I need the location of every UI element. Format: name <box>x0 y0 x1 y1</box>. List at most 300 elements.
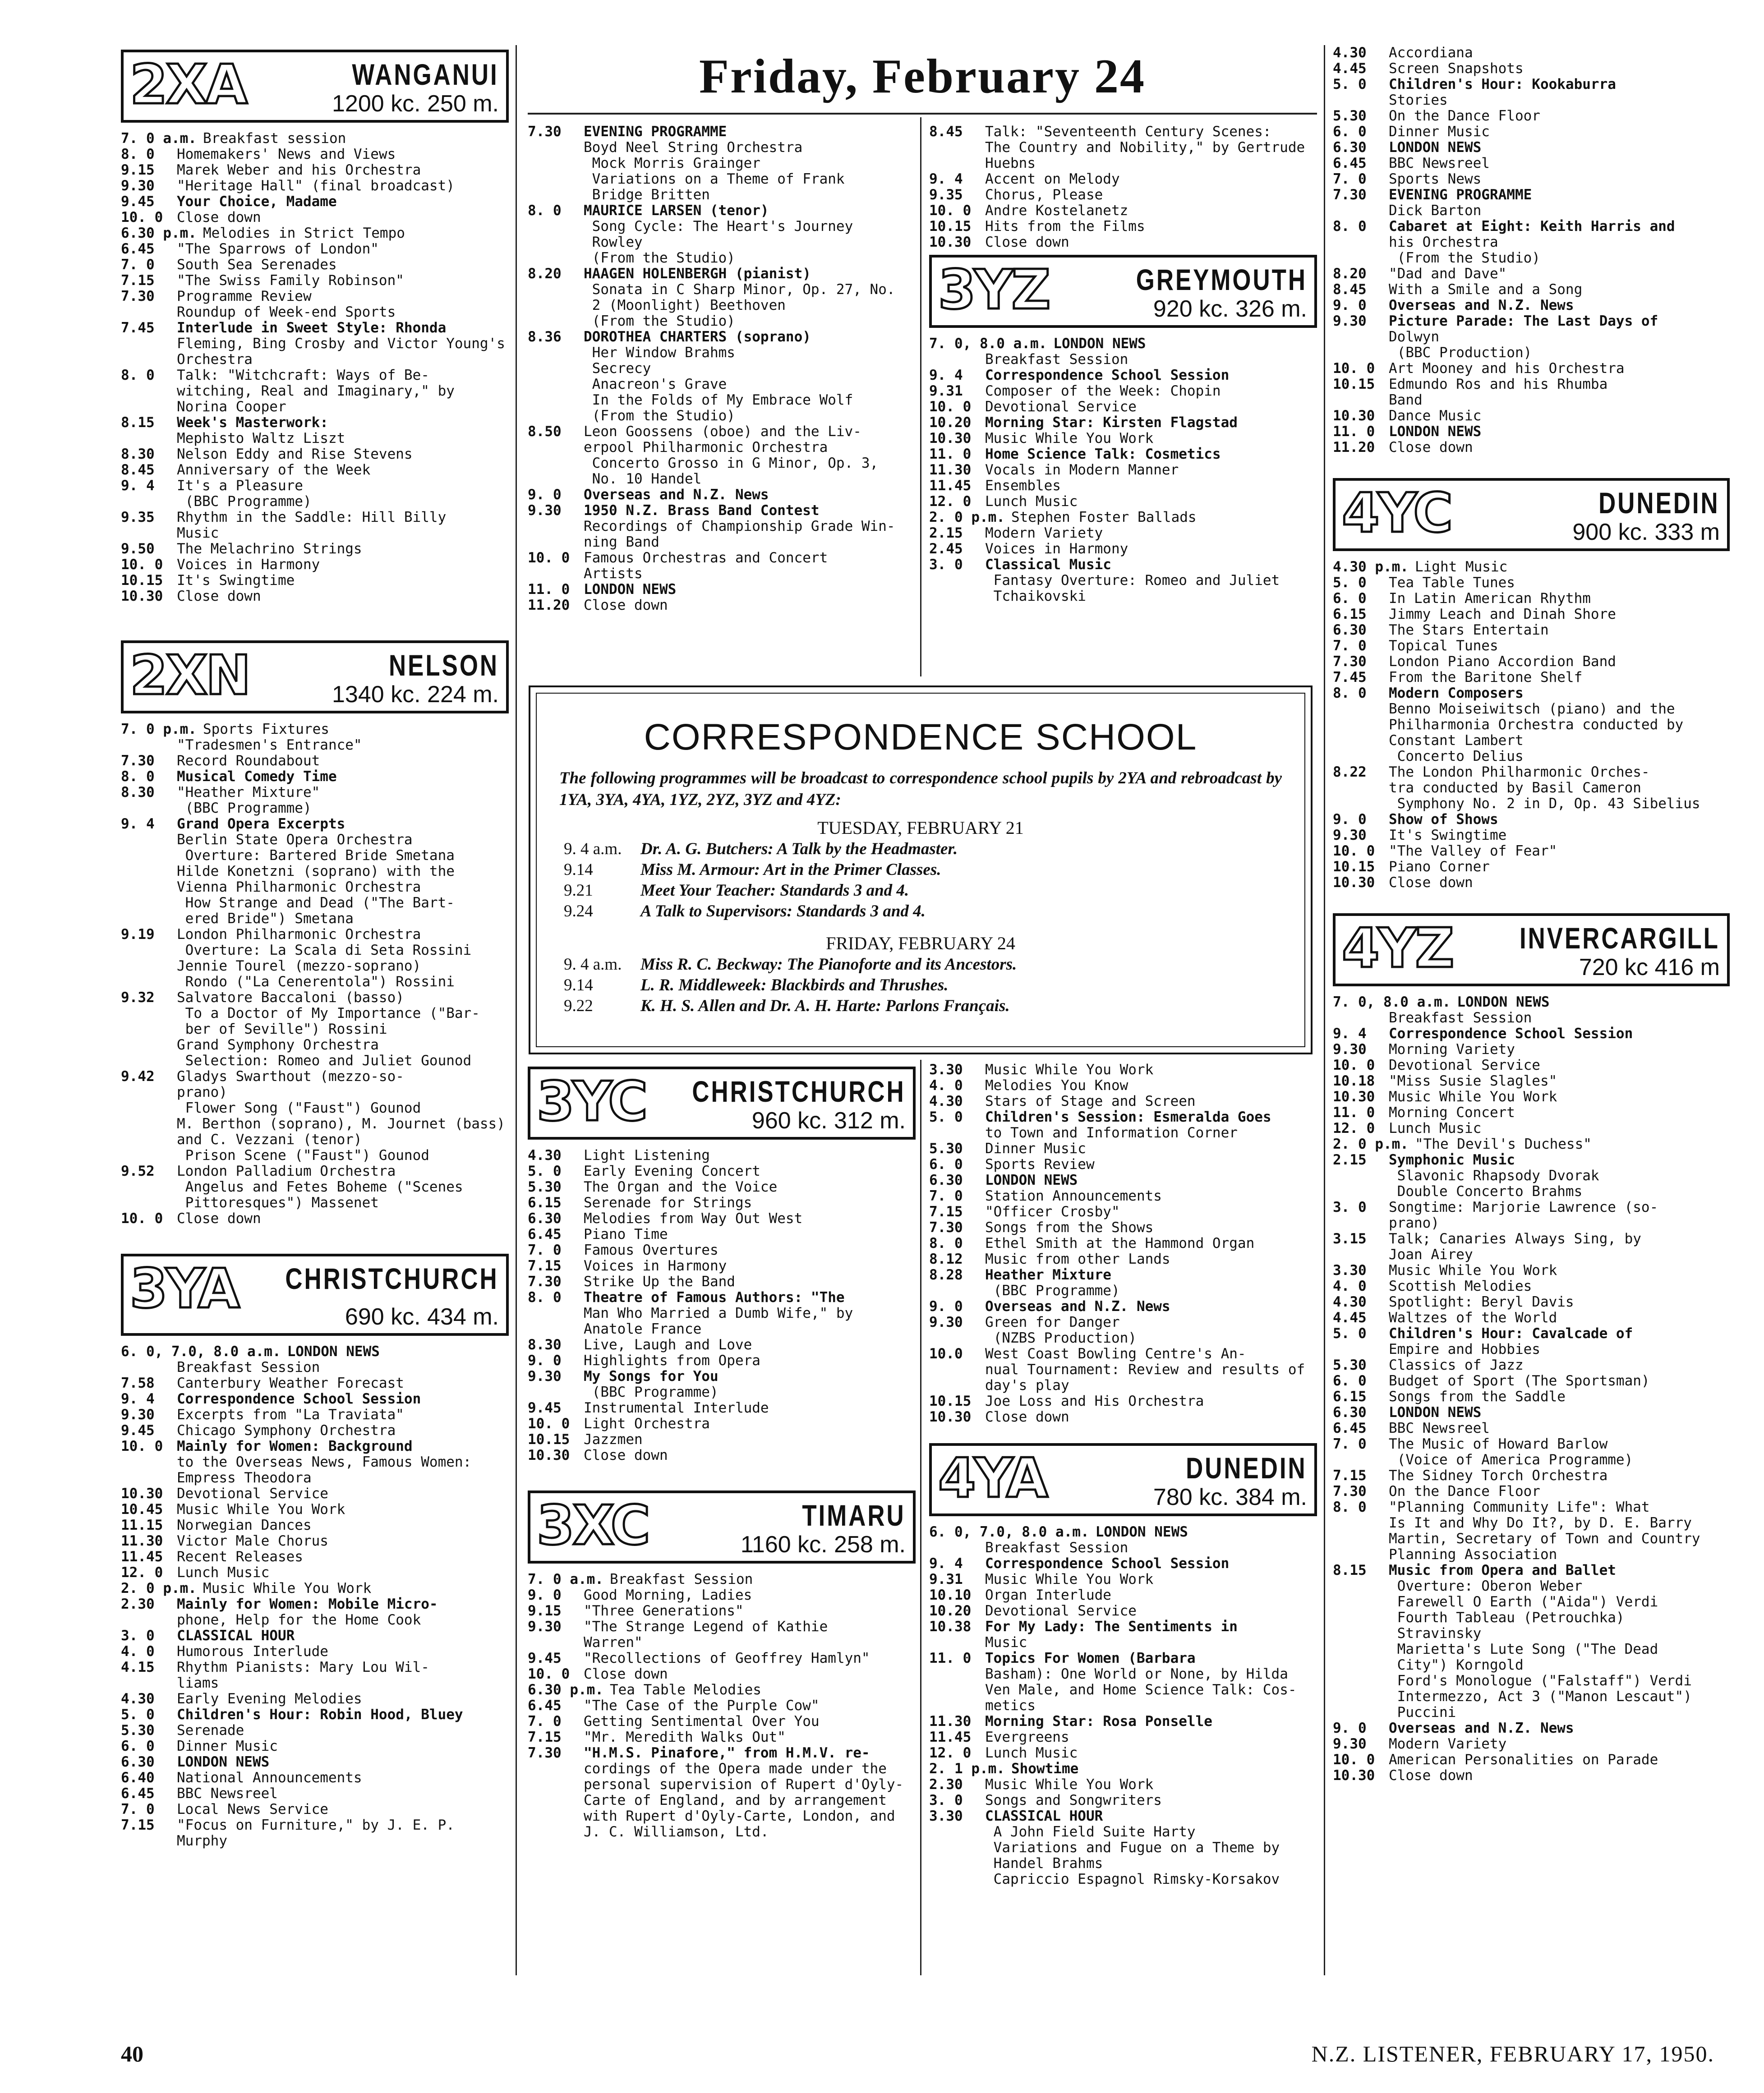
programme-line <box>528 1369 916 1385</box>
programme-time: 8. 0 <box>528 1289 562 1306</box>
programme-line <box>528 313 916 329</box>
programme-title: No. 10 Handel <box>584 471 702 487</box>
programme-line <box>929 1587 1317 1603</box>
programme-title: Gladys Swarthout (mezzo-so- <box>177 1068 404 1085</box>
programme-line <box>528 1290 916 1306</box>
programme-line <box>929 1872 1317 1887</box>
programme-line <box>121 1053 509 1069</box>
programme-title: Band <box>1389 392 1423 408</box>
station-call-sign: 3YZ <box>938 259 1049 322</box>
programme-line <box>929 1109 1317 1125</box>
programme-list-2xn <box>121 722 509 1227</box>
programme-line <box>1333 361 1730 377</box>
programme-line <box>121 1344 509 1360</box>
programme-time: 9.15 <box>121 162 155 178</box>
programme-line <box>1333 424 1730 440</box>
programme-title: Norina Cooper <box>177 399 286 415</box>
programme-line <box>121 1179 509 1195</box>
programme-time: 10. 0 <box>528 550 570 566</box>
programme-time: 10.20 <box>929 1603 972 1619</box>
programme-line <box>121 753 509 769</box>
programme-time: 10.10 <box>929 1587 972 1603</box>
programme-line <box>121 478 509 494</box>
programme-title: Murphy <box>177 1833 227 1849</box>
programme-title: (BBC Programme) <box>177 493 312 510</box>
programme-line <box>121 990 509 1006</box>
programme-line <box>929 431 1317 446</box>
programme-time: 10. 0 <box>1333 843 1375 859</box>
correspondence-topic: Miss M. Armour: Art in the Primer Classes. <box>640 860 941 879</box>
station-call-sign: 2XN <box>130 644 249 707</box>
programme-line <box>121 1565 509 1581</box>
programme-title: Anniversary of the Week <box>177 462 371 478</box>
programme-line <box>1333 77 1730 92</box>
programme-time: 7.15 <box>1333 1467 1367 1484</box>
correspondence-topic: Meet Your Teacher: Standards 3 and 4. <box>640 881 909 900</box>
programme-time: 9. 0 <box>1333 297 1367 313</box>
programme-line <box>528 503 916 519</box>
programme-time: 3. 0 <box>121 1628 155 1644</box>
programme-title: Devotional Service <box>177 1486 328 1502</box>
programme-line <box>929 1714 1317 1730</box>
programme-time: 7.15 <box>929 1204 963 1220</box>
correspondence-item <box>537 975 1304 996</box>
programme-time: 2.30 <box>929 1776 963 1793</box>
programme-title: Music While You Work <box>203 1580 372 1596</box>
programme-title: It's Swingtime <box>1389 827 1507 843</box>
programme-title: LONDON NEWS <box>1389 139 1482 156</box>
programme-title: liams <box>177 1675 219 1691</box>
programme-line <box>929 156 1317 171</box>
programme-time: 8.45 <box>121 462 155 478</box>
programme-title: Waltzes of the World <box>1389 1310 1557 1326</box>
programme-time: 9. 4 <box>929 1555 963 1572</box>
programme-title: The Sidney Torch Orchestra <box>1389 1467 1608 1484</box>
programme-line <box>1333 1389 1730 1405</box>
programme-title: Joan Airey <box>1389 1247 1473 1263</box>
programme-title: Jennie Tourel (mezzo-soprano) <box>177 958 421 974</box>
programme-title: BBC Newsreel <box>177 1785 278 1802</box>
programme-title: Jazzmen <box>584 1431 643 1448</box>
programme-title: Dinner Music <box>1389 124 1490 140</box>
programme-title: Close down <box>584 1666 668 1682</box>
programme-title: Marietta's Lute Song ("The Dead <box>1389 1641 1658 1657</box>
programme-title: Flower Song ("Faust") Gounod <box>177 1100 421 1116</box>
programme-title: London Piano Accordion Band <box>1389 653 1616 670</box>
programme-time: 7. 0 <box>929 1188 963 1204</box>
programme-line <box>1333 1421 1730 1436</box>
programme-line <box>1333 1547 1730 1563</box>
programme-line <box>1333 282 1730 298</box>
programme-title: In the Folds of My Embrace Wolf <box>584 392 853 408</box>
programme-title: Benno Moiseiwitsch (piano) and the <box>1389 701 1675 717</box>
programme-title: Morning Star: Rosa Ponselle <box>985 1713 1212 1730</box>
programme-line <box>1333 203 1730 219</box>
programme-title: Leon Goossens (oboe) and the Liv- <box>584 423 861 440</box>
programme-title: Martin, Secretary of Town and Country <box>1389 1531 1700 1547</box>
programme-title: metics <box>985 1697 1036 1714</box>
programme-title: Victor Male Chorus <box>177 1533 328 1549</box>
programme-time: 9.35 <box>121 509 155 525</box>
programme-line <box>121 974 509 990</box>
programme-time: 3. 0 <box>929 557 963 573</box>
programme-title: LONDON NEWS <box>177 1754 270 1770</box>
programme-line <box>1333 1073 1730 1089</box>
programme-line <box>1333 1247 1730 1263</box>
programme-title: Breakfast Session <box>1389 1010 1532 1026</box>
programme-line <box>1333 1484 1730 1500</box>
programme-title: Close down <box>177 588 261 604</box>
programme-title: Green for Danger <box>985 1314 1120 1330</box>
programme-title: nual Tournament: Review and results of <box>985 1362 1305 1378</box>
programme-title: Norwegian Dances <box>177 1517 312 1533</box>
programme-title: Ethel Smith at the Hammond Organ <box>985 1235 1255 1251</box>
station-2xn-header <box>121 640 509 713</box>
programme-title: "The Swiss Family Robinson" <box>177 272 404 289</box>
programme-time: 7.30 <box>1333 187 1367 203</box>
programme-title: Mock Morris Grainger <box>584 155 760 171</box>
programme-line <box>528 550 916 566</box>
programme-title: Children's Hour: Cavalcade of <box>1389 1325 1633 1342</box>
programme-line <box>929 1730 1317 1745</box>
programme-time: 11. 0 <box>1333 423 1375 440</box>
programme-line <box>929 336 1317 352</box>
programme-title: Correspondence School Session <box>1389 1026 1633 1042</box>
programme-line <box>929 1603 1317 1619</box>
programme-line <box>121 1021 509 1037</box>
programme-title: Morning Star: Kirsten Flagstad <box>985 414 1238 431</box>
programme-line <box>121 320 509 336</box>
programme-line <box>121 446 509 462</box>
programme-title: West Coast Bowling Centre's An- <box>985 1346 1246 1362</box>
programme-title: Overseas and N.Z. News <box>584 487 769 503</box>
programme-title: Getting Sentimental Over You <box>584 1713 820 1730</box>
programme-time: 9.30 <box>528 1619 562 1635</box>
programme-line <box>1333 812 1730 828</box>
programme-time: 6.30 <box>1333 622 1367 638</box>
programme-line <box>528 1353 916 1369</box>
programme-line <box>528 566 916 582</box>
station-2xa-header <box>121 50 509 123</box>
programme-line <box>1333 638 1730 654</box>
programme-line <box>929 1824 1317 1840</box>
programme-title: Mephisto Waltz Liszt <box>177 430 345 446</box>
programme-title: "Three Generations" <box>584 1603 744 1619</box>
title-rule <box>528 113 1317 115</box>
programme-line <box>528 1777 916 1793</box>
station-city: CHRISTCHURCH <box>692 1075 906 1108</box>
programme-line <box>121 383 509 399</box>
programme-line <box>1333 764 1730 780</box>
programme-line <box>121 1100 509 1116</box>
programme-list-3ya-evening <box>528 124 916 613</box>
programme-line <box>121 1754 509 1770</box>
programme-title: BBC Newsreel <box>1389 1420 1490 1436</box>
programme-time: 2. 0 p.m. <box>1333 1136 1409 1152</box>
programme-title: Planning Association <box>1389 1546 1557 1563</box>
programme-title: For My Lady: The Sentiments in <box>985 1619 1238 1635</box>
programme-title: Excerpts from "La Traviata" <box>177 1407 404 1423</box>
programme-title: CLASSICAL HOUR <box>177 1628 295 1644</box>
programme-title: LONDON NEWS <box>1389 1404 1482 1421</box>
programme-title: Famous Orchestras and Concert <box>584 550 828 566</box>
programme-title: "Mr. Meredith Walks Out" <box>584 1729 786 1745</box>
programme-line <box>121 368 509 383</box>
programme-line <box>1333 1058 1730 1073</box>
programme-line <box>1333 875 1730 891</box>
programme-time: 9.30 <box>1333 1736 1367 1752</box>
programme-line <box>929 140 1317 156</box>
programme-time: 4.45 <box>1333 1310 1367 1326</box>
programme-title: LONDON NEWS <box>1095 1524 1188 1540</box>
programme-title: Stravinsky <box>1389 1625 1482 1642</box>
programme-time: 6.30 <box>1333 1404 1367 1421</box>
programme-line <box>528 171 916 187</box>
programme-title: Close down <box>1389 1767 1473 1784</box>
station-frequency: 1200 kc. 250 m. <box>332 91 499 117</box>
programme-line <box>1333 1578 1730 1594</box>
station-call-sign: 2XA <box>130 54 246 116</box>
station-call-sign: 3YA <box>130 1258 238 1320</box>
programme-title: City") Korngold <box>1389 1657 1524 1673</box>
programme-time: 6.30 p.m. <box>121 225 197 241</box>
programme-line <box>121 241 509 257</box>
programme-title: Modern Variety <box>1389 1736 1507 1752</box>
programme-time: 6. 0, 7.0, 8.0 a.m. <box>929 1524 1089 1540</box>
programme-title: Ford's Monologue ("Falstaff") Verdi <box>1389 1673 1692 1689</box>
programme-line <box>929 573 1317 589</box>
programme-title: The Melachrino Strings <box>177 541 362 557</box>
programme-line <box>121 864 509 879</box>
programme-line <box>929 383 1317 399</box>
correspondence-time: 9.14 <box>564 976 593 994</box>
programme-line <box>1333 345 1730 361</box>
programme-list-2xa <box>121 131 509 604</box>
programme-title: Cabaret at Eight: Keith Harris and <box>1389 218 1675 235</box>
programme-title: Handel Brahms <box>985 1855 1103 1872</box>
programme-title: Nelson Eddy and Rise Stevens <box>177 446 413 462</box>
programme-line <box>929 1666 1317 1682</box>
programme-time: 6. 0 <box>1333 124 1367 140</box>
programme-time: 11. 0 <box>929 1650 972 1666</box>
programme-time: 11.30 <box>121 1533 163 1549</box>
programme-time: 9.45 <box>121 193 155 210</box>
programme-line <box>929 1125 1317 1141</box>
programme-title: Music While You Work <box>985 1062 1154 1078</box>
programme-title: Mainly for Women: Mobile Micro- <box>177 1596 438 1612</box>
programme-line <box>121 1817 509 1833</box>
programme-line <box>528 1745 916 1761</box>
programme-line <box>528 298 916 313</box>
programme-time: 9.42 <box>121 1068 155 1085</box>
programme-time: 7. 0 <box>121 257 155 273</box>
programme-time: 7.15 <box>528 1258 562 1274</box>
programme-title: Songs from the Shows <box>985 1219 1154 1236</box>
station-call-sign: 4YZ <box>1342 917 1453 980</box>
programme-line <box>1333 171 1730 187</box>
programme-line <box>929 1524 1317 1540</box>
programme-line <box>528 1619 916 1635</box>
programme-title: Concerto Delius <box>1389 748 1524 764</box>
programme-title: On the Dance Floor <box>1389 108 1540 124</box>
programme-title: "The Sparrows of London" <box>177 241 379 257</box>
programme-line <box>528 408 916 424</box>
programme-title: Talk: "Witchcraft: Ways of Be- <box>177 367 429 383</box>
programme-line <box>121 1502 509 1518</box>
programme-title: Topical Tunes <box>1389 638 1498 654</box>
programme-time: 5.30 <box>1333 1357 1367 1373</box>
programme-list-3ya <box>121 1344 509 1849</box>
programme-title: ber of Seville") Rossini <box>177 1021 387 1037</box>
programme-line <box>121 1454 509 1470</box>
programme-time: 9. 0 <box>528 487 562 503</box>
programme-line <box>528 424 916 440</box>
programme-line <box>929 1173 1317 1188</box>
correspondence-topic: Miss R. C. Beckway: The Pianoforte and its Ancestors. <box>640 955 1017 974</box>
programme-line <box>929 1409 1317 1425</box>
programme-time: 10.15 <box>1333 376 1375 392</box>
programme-line <box>121 399 509 415</box>
programme-time: 9. 4 <box>929 171 963 187</box>
programme-title: Chicago Symphony Orchestra <box>177 1422 396 1439</box>
programme-title: Andre Kostelanetz <box>985 202 1128 219</box>
programme-line <box>929 1346 1317 1362</box>
programme-title: Voices in Harmony <box>584 1258 727 1274</box>
programme-line <box>1333 1152 1730 1168</box>
station-call-sign: 3XC <box>537 1495 649 1557</box>
programme-title: Your Choice, Madame <box>177 193 337 210</box>
programme-line <box>121 1549 509 1565</box>
station-city: INVERCARGILL <box>1520 921 1720 955</box>
programme-time: 4.30 <box>1333 45 1367 61</box>
programme-title: Theatre of Famous Authors: "The <box>584 1289 845 1306</box>
programme-time: 6.30 <box>121 1754 155 1770</box>
programme-time: 2. 0 p.m. <box>121 1580 197 1596</box>
programme-line <box>528 1164 916 1179</box>
programme-list-4yc <box>1333 559 1730 891</box>
programme-time: 9. 4 <box>121 816 155 832</box>
programme-time: 7. 0 p.m. <box>121 721 197 737</box>
programme-line <box>528 219 916 235</box>
programme-title: Breakfast session <box>203 130 346 147</box>
programme-title: Close down <box>1389 874 1473 891</box>
programme-line <box>929 1220 1317 1236</box>
correspondence-item <box>537 839 1304 860</box>
programme-line <box>528 1666 916 1682</box>
programme-title: 1950 N.Z. Brass Band Contest <box>584 502 820 519</box>
correspondence-heading: CORRESPONDENCE SCHOOL <box>644 717 1197 758</box>
programme-line <box>528 329 916 345</box>
programme-title: Musical Comedy Time <box>177 768 337 785</box>
column-2 <box>528 124 916 613</box>
programme-line <box>929 1745 1317 1761</box>
programme-time: 8.22 <box>1333 764 1367 780</box>
programme-line <box>929 1299 1317 1315</box>
programme-title: Canterbury Weather Forecast <box>177 1375 404 1391</box>
programme-title: LONDON NEWS <box>1053 336 1146 352</box>
programme-time: 10.0 <box>929 1346 963 1362</box>
programme-time: 9. 4 <box>121 1391 155 1407</box>
correspondence-items-tuesday <box>537 839 1304 922</box>
programme-line <box>528 1321 916 1337</box>
programme-title: Breakfast Session <box>985 351 1128 368</box>
programme-line <box>929 1236 1317 1251</box>
programme-line <box>121 1006 509 1021</box>
programme-title: Voices in Harmony <box>985 541 1128 557</box>
programme-line <box>1333 1373 1730 1389</box>
programme-line <box>1333 266 1730 282</box>
programme-line <box>121 1164 509 1179</box>
programme-title: To a Doctor of My Importance ("Bar- <box>177 1005 480 1021</box>
programme-time: 4.30 <box>121 1691 155 1707</box>
correspondence-time: 9. 4 a.m. <box>564 955 622 974</box>
programme-time: 9.52 <box>121 1163 155 1179</box>
programme-title: Homemakers' News and Views <box>177 146 396 162</box>
programme-line <box>929 1204 1317 1220</box>
programme-title: Lunch Music <box>1389 1120 1482 1136</box>
programme-time: 4. 0 <box>121 1643 155 1660</box>
programme-time: 10.15 <box>121 572 163 589</box>
programme-title: LONDON NEWS <box>1457 994 1550 1010</box>
programme-title: "Dad and Dave" <box>1389 266 1507 282</box>
programme-line <box>121 1116 509 1132</box>
programme-line <box>1333 733 1730 749</box>
programme-line <box>1333 440 1730 455</box>
programme-line <box>528 1698 916 1714</box>
programme-time: 6.45 <box>528 1697 562 1714</box>
programme-time: 8.45 <box>1333 281 1367 298</box>
programme-title: Carte of England, and by arrangement <box>584 1792 887 1808</box>
programme-time: 7. 0 <box>121 1801 155 1817</box>
programme-title: Showtime <box>1011 1761 1079 1777</box>
programme-time: 7.30 <box>121 753 155 769</box>
programme-line <box>528 440 916 455</box>
programme-time: 5. 0 <box>1333 76 1367 92</box>
programme-line <box>121 462 509 478</box>
correspondence-item <box>537 996 1304 1017</box>
programme-time: 5. 0 <box>528 1163 562 1179</box>
programme-title: London Palladium Orchestra <box>177 1163 396 1179</box>
programme-title: EVENING PROGRAMME <box>1389 187 1532 203</box>
programme-time: 8.12 <box>929 1251 963 1267</box>
programme-title: Correspondence School Session <box>985 1555 1230 1572</box>
programme-line <box>121 194 509 210</box>
programme-line <box>528 471 916 487</box>
programme-title: Berlin State Opera Orchestra <box>177 832 413 848</box>
programme-time: 4.45 <box>1333 60 1367 77</box>
programme-time: 7.30 <box>1333 1483 1367 1500</box>
programme-time: 10. 0 <box>929 202 972 219</box>
programme-title: Piano Corner <box>1389 859 1490 875</box>
programme-line <box>121 1644 509 1660</box>
programme-title: "Miss Susie Slagles" <box>1389 1073 1557 1089</box>
programme-line <box>528 1730 916 1745</box>
programme-line <box>528 1448 916 1463</box>
programme-line <box>929 1856 1317 1872</box>
programme-title: Anatole France <box>584 1321 702 1337</box>
programme-time: 8.20 <box>528 266 562 282</box>
programme-line <box>1333 1357 1730 1373</box>
programme-time: 6.15 <box>1333 1389 1367 1405</box>
programme-title: HAAGEN HOLENBERGH (pianist) <box>584 266 811 282</box>
programme-time: 7. 0 a.m. <box>121 130 197 147</box>
programme-title: Composer of the Week: Chopin <box>985 383 1221 399</box>
programme-line <box>121 178 509 194</box>
programme-time: 10.45 <box>121 1501 163 1518</box>
correspondence-item <box>537 901 1304 922</box>
programme-time: 11.45 <box>121 1549 163 1565</box>
programme-title: Live, Laugh and Love <box>584 1337 752 1353</box>
